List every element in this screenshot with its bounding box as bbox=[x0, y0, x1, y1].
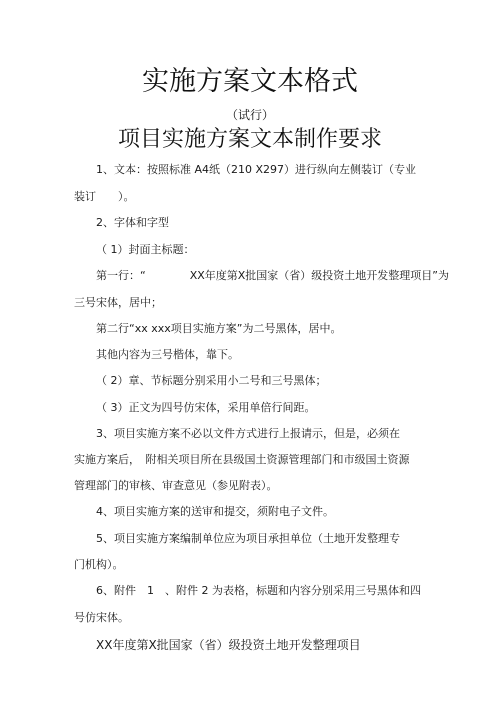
text-line: XX年度第X批国家（省）级投资土地开发整理项目 bbox=[96, 638, 361, 652]
text-line: 实施方案后， 附相关项目所在县级国土资源管理部门和市级国土资源 bbox=[74, 453, 410, 466]
text-line: 第二行“xx xxx项目实施方案”为二号黑体，居中。 bbox=[96, 322, 342, 335]
text-line: 1、文本：按照标准 A4纸（210 X297）进行纵向左侧装订（专业 bbox=[96, 163, 417, 176]
document-subtitle: （试行） bbox=[225, 108, 274, 122]
text-line: 5、项目实施方案编制单位应为项目承担单位（土地开发整理专 bbox=[96, 532, 400, 545]
text-line: （ 3）正文为四号仿宋体，采用单倍行间距。 bbox=[96, 401, 316, 414]
section-title: 项目实施方案文本制作要求 bbox=[117, 127, 382, 152]
text-line: 号仿宋体。 bbox=[74, 611, 129, 624]
text-line: 2、字体和字型 bbox=[96, 216, 169, 229]
text-line: 装订 ）。 bbox=[74, 190, 135, 203]
text-line: 其他内容为三号楷体，靠下。 bbox=[96, 348, 239, 361]
text-line: （ 1）封面主标题： bbox=[96, 243, 195, 256]
text-line: 管理部门的审核、审查意见（参见附表）。 bbox=[74, 479, 278, 492]
text-line: 第一行：“ XX年度第X批国家（省）级投资土地开发整理项目”为 bbox=[96, 269, 450, 282]
text-line: 三号宋体，居中； bbox=[74, 296, 162, 309]
text-line: 4、项目实施方案的送审和提交，须附电子文件。 bbox=[96, 505, 334, 518]
text-line: 门机构）。 bbox=[74, 558, 124, 571]
document-title: 实施方案文本格式 bbox=[142, 66, 358, 97]
text-line: （ 2）章、节标题分别采用小二号和三号黑体； bbox=[96, 374, 327, 387]
text-line: 6、附件 1 、附件 2 为表格，标题和内容分别采用三号黑体和四 bbox=[96, 584, 421, 597]
text-line: 3、项目实施方案不必以文件方式进行上报请示，但是，必须在 bbox=[96, 427, 400, 440]
